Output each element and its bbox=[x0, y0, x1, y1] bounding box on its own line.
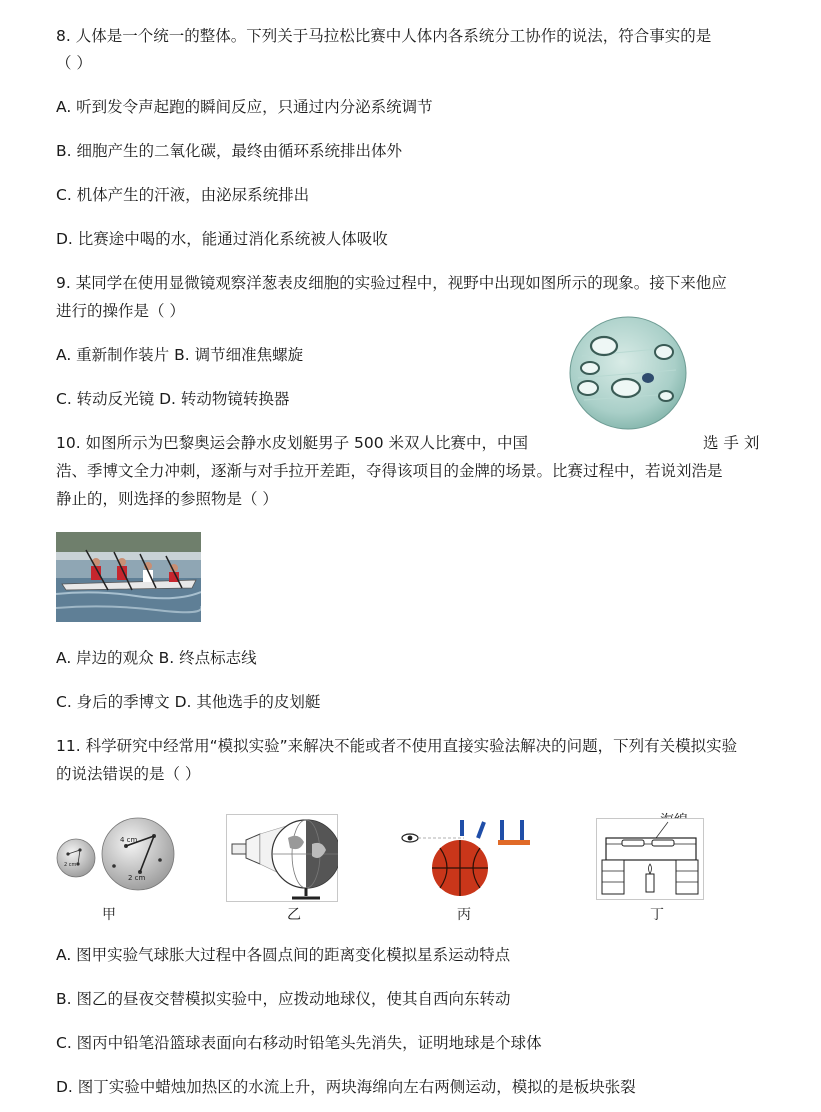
big-balloon-label-top: 4 cm bbox=[120, 836, 138, 844]
q10-stem-line2: 浩、季博文全力冲刺，逐渐与对手拉开差距，夺得该项目的金牌的场景。比赛过程中，若说刘浩是 bbox=[56, 462, 723, 480]
q8-stem-line2: （ ） bbox=[56, 54, 92, 72]
q8-option-d: D. 比赛途中喝的水，能通过消化系统被人体吸收 bbox=[56, 230, 388, 248]
q11-option-b: B. 图乙的昼夜交替模拟实验中，应拨动地球仪，使其自西向东转动 bbox=[56, 990, 511, 1008]
q9-options-row1: A. 重新制作装片 B. 调节细准焦螺旋 bbox=[56, 346, 304, 364]
q9-stem-line1: 9. 某同学在使用显微镜观察洋葱表皮细胞的实验过程中，视野中出现如图所示的现象。接下来他应 bbox=[56, 274, 727, 292]
small-balloon-label: 2 cm bbox=[64, 862, 77, 868]
eye-icon bbox=[402, 834, 418, 842]
q11-option-a: A. 图甲实验气球胀大过程中各圆点间的距离变化模拟星系运动特点 bbox=[56, 946, 511, 964]
q9-options-row2: C. 转动反光镜 D. 转动物镜转换器 bbox=[56, 390, 290, 408]
air-bubble bbox=[612, 379, 640, 397]
air-bubble bbox=[659, 391, 673, 401]
q8-option-a: A. 听到发令声起跑的瞬间反应，只通过内分泌系统调节 bbox=[56, 98, 433, 116]
figure-label-yi: 乙 bbox=[287, 907, 301, 923]
figure-label-jia: 甲 bbox=[102, 907, 116, 923]
q10-stem-line3: 静止的，则选择的参照物是（ ） bbox=[56, 490, 278, 508]
q11-stem-line2: 的说法错误的是（ ） bbox=[56, 765, 201, 783]
big-balloon-label-bottom: 2 cm bbox=[128, 874, 146, 882]
pencil bbox=[520, 820, 524, 840]
q10-stem-line1-a: 10. 如图所示为巴黎奥运会静水皮划艇男子 500 米双人比赛中，中国 bbox=[56, 434, 529, 452]
q10-stem-line1-b: 选 手 刘 bbox=[703, 434, 760, 452]
basketball bbox=[432, 840, 488, 896]
globe bbox=[272, 820, 338, 888]
air-bubble bbox=[578, 381, 598, 395]
left-support bbox=[602, 860, 624, 894]
q11-option-c: C. 图丙中铅笔沿篮球表面向右移动时铅笔头先消失，证明地球是个球体 bbox=[56, 1034, 542, 1052]
water-tank bbox=[606, 838, 696, 860]
air-bubble bbox=[581, 362, 599, 374]
figure-bing-basketball bbox=[400, 816, 536, 900]
right-support bbox=[676, 860, 698, 894]
figure-jia-balloons bbox=[56, 816, 180, 896]
pencil bbox=[500, 820, 504, 840]
figure-ding-sponge bbox=[596, 818, 704, 900]
air-bubble bbox=[655, 345, 673, 359]
big-balloon bbox=[102, 818, 174, 890]
pencil bbox=[460, 820, 464, 836]
q8-option-b: B. 细胞产生的二氧化碳，最终由循环系统排出体外 bbox=[56, 142, 402, 160]
figure-yi-globe bbox=[226, 814, 338, 902]
q8-option-c: C. 机体产生的汗液，由泌尿系统排出 bbox=[56, 186, 310, 204]
q10-options-row1: A. 岸边的观众 B. 终点标志线 bbox=[56, 649, 257, 667]
small-balloon bbox=[57, 839, 95, 877]
q9-stem-line2: 进行的操作是（ ） bbox=[56, 302, 185, 320]
q8-stem-line1: 8. 人体是一个统一的整体。下列关于马拉松比赛中人体内各系统分工协作的说法，符合事实的是 bbox=[56, 27, 712, 45]
sponge bbox=[652, 840, 674, 846]
canoe-photo bbox=[56, 532, 201, 622]
q10-options-row2: C. 身后的季博文 D. 其他选手的皮划艇 bbox=[56, 693, 321, 711]
pencil bbox=[478, 822, 484, 838]
figure-label-bing: 丙 bbox=[457, 907, 471, 923]
sponge bbox=[622, 840, 644, 846]
q11-option-d: D. 图丁实验中蜡烛加热区的水流上升，两块海绵向左右两侧运动，模拟的是板块张裂 bbox=[56, 1078, 636, 1096]
q11-stem-line1: 11. 科学研究中经常用“模拟实验”来解决不能或者不使用直接实验法解决的问题，下列有关模拟实验 bbox=[56, 737, 738, 755]
figure-label-ding: 丁 bbox=[650, 907, 664, 923]
microscope-view-figure bbox=[568, 316, 688, 430]
air-bubble bbox=[642, 373, 654, 383]
air-bubble bbox=[591, 337, 617, 355]
